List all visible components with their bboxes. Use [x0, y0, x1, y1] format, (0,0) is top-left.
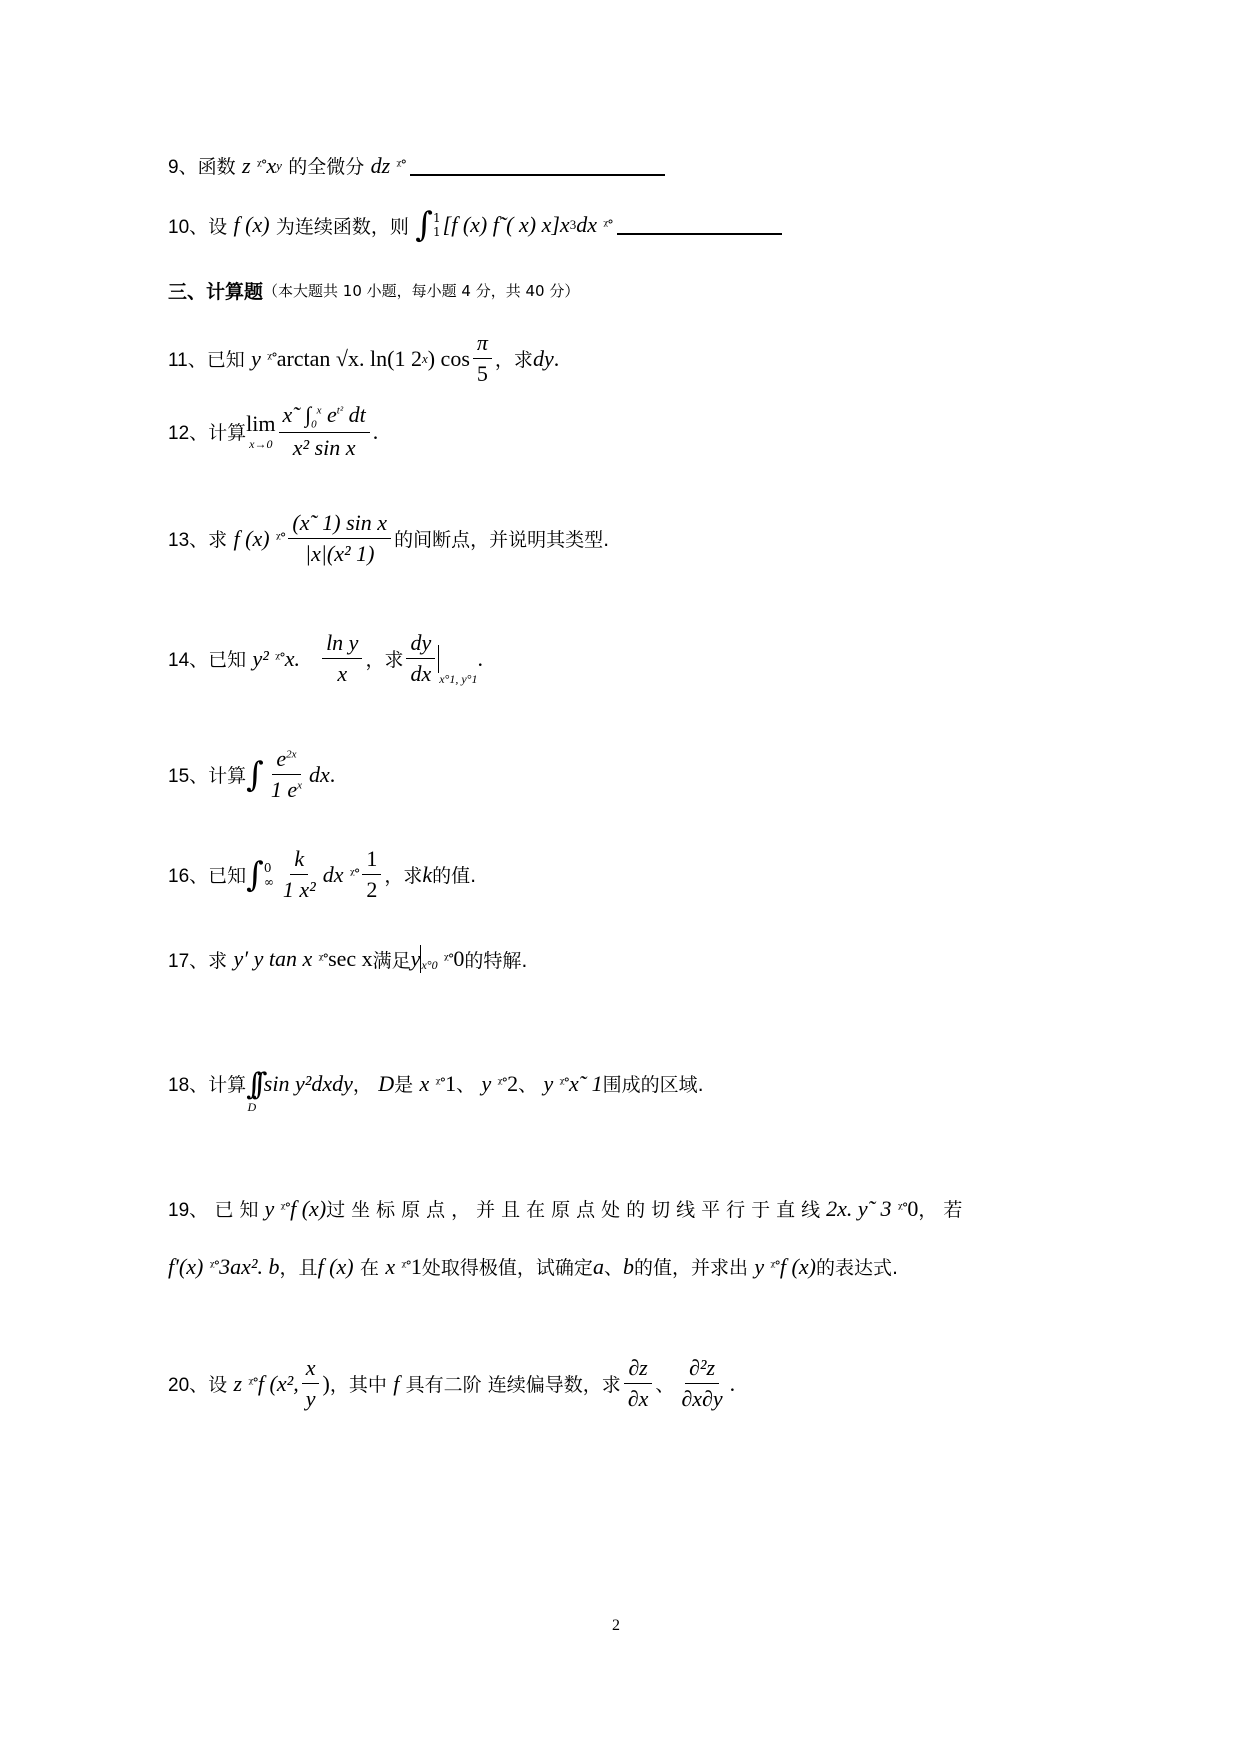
- math-number: 0: [453, 946, 465, 971]
- question-text: 已知: [214, 1199, 265, 1221]
- math-exponent: y: [276, 157, 282, 173]
- symbol-glyph: ᵡ°: [603, 217, 613, 233]
- denominator: ∂x∂y: [681, 1386, 723, 1411]
- question-13: [168, 510, 609, 567]
- numerator: k: [290, 846, 308, 875]
- math-number: 0: [907, 1195, 919, 1221]
- double-integral: [246, 1067, 258, 1115]
- symbol-glyph: ᵡ°: [435, 1076, 446, 1091]
- symbol-glyph: ᵡ°: [256, 158, 267, 173]
- integral-sign: ∫: [246, 754, 264, 795]
- integral-sign: ∫: [415, 205, 433, 245]
- separator: 、: [655, 1374, 675, 1396]
- punctuation: .: [477, 645, 483, 671]
- math-number: 1: [445, 1070, 457, 1096]
- symbol-glyph: ᵡ°: [770, 1259, 780, 1274]
- question-text: ，: [352, 1074, 372, 1096]
- integral-limits: [433, 211, 441, 239]
- limit-operator: [246, 411, 275, 452]
- numerator: ∂²z: [685, 1355, 719, 1384]
- question-10: [168, 205, 782, 245]
- math-expr: f (x): [779, 1253, 816, 1279]
- question-16: [168, 846, 476, 903]
- question-text: 的值.: [432, 865, 477, 887]
- evaluation-condition: x°1, y°1: [439, 672, 478, 686]
- lower-limit: 1: [433, 225, 441, 239]
- fraction: [362, 846, 381, 903]
- separator: 、: [603, 1257, 623, 1279]
- exp-power: x: [297, 779, 303, 792]
- numerator: ln y: [322, 630, 362, 659]
- question-text: 的特解.: [464, 949, 528, 972]
- math-var: dx: [309, 761, 330, 787]
- fraction: [322, 630, 362, 687]
- question-text: 满足: [372, 949, 411, 972]
- question-text: ，求: [494, 349, 533, 371]
- question-text: 的间断点，并说明其类型.: [394, 529, 610, 551]
- symbol-glyph: ᵡ°: [396, 158, 407, 173]
- punctuation: .: [329, 761, 336, 787]
- question-9: [168, 152, 665, 179]
- denominator: x: [337, 661, 348, 686]
- evaluation-condition: x°0: [421, 958, 438, 972]
- math-var: y: [754, 1253, 765, 1279]
- numerator: (x˜ 1) sin x: [288, 510, 391, 539]
- upper-limit: x: [316, 404, 322, 417]
- question-14: [168, 630, 483, 687]
- math-var: f: [393, 1370, 400, 1396]
- math-var: dy: [532, 345, 554, 371]
- question-15: [168, 746, 335, 803]
- question-text: 计算: [208, 765, 247, 787]
- symbol-glyph: ᵡ°: [267, 351, 277, 366]
- denominator: dx: [410, 661, 432, 686]
- section-3-heading: [168, 277, 579, 304]
- symbol-glyph: ᵡ°: [209, 1259, 220, 1274]
- question-text: 计算: [208, 422, 247, 445]
- question-text: 处取得极值，试确定: [421, 1257, 593, 1279]
- question-20: [168, 1355, 735, 1412]
- denominator: [267, 775, 306, 803]
- question-text: 围成的区域.: [602, 1074, 704, 1096]
- math-var: y: [481, 1070, 492, 1096]
- math-expr: f (x²,: [257, 1370, 299, 1396]
- fraction: [267, 746, 306, 803]
- punctuation: .: [553, 345, 560, 371]
- numerator: ∂z: [624, 1355, 651, 1384]
- question-11: [168, 330, 559, 387]
- partial-derivative: [624, 1355, 653, 1412]
- math-var: x: [385, 1253, 396, 1279]
- math-expr: f (x): [290, 1195, 327, 1221]
- math-expr: sec x: [328, 946, 373, 971]
- math-expr: f (x): [317, 1253, 354, 1279]
- symbol-glyph: ᵡ°: [275, 531, 286, 546]
- symbol-glyph: ᵡ°: [897, 1201, 908, 1216]
- numerator: [279, 402, 370, 433]
- question-number: 17、: [168, 950, 209, 972]
- question-text: ，求: [384, 865, 423, 887]
- question-12: [168, 402, 378, 461]
- exp-base: e: [327, 402, 337, 427]
- question-text: ，其中: [329, 1374, 387, 1396]
- question-18: [168, 1052, 704, 1115]
- question-19-line-2: [168, 1253, 898, 1280]
- symbol-glyph: ᵡ°: [349, 867, 360, 882]
- math-var: y: [410, 946, 421, 971]
- math-var: y: [543, 1070, 554, 1096]
- math-var: a: [592, 1253, 604, 1279]
- lim-text: lim: [246, 411, 276, 437]
- question-number: 20、: [168, 1375, 209, 1396]
- question-number: 10、: [168, 216, 209, 238]
- question-text: 的全微分: [288, 156, 365, 178]
- math-exponent: 3: [569, 217, 577, 232]
- math-var: y: [264, 1195, 275, 1221]
- differential: dt: [343, 402, 366, 427]
- math-expr: f (x): [233, 525, 270, 551]
- question-text: 为连续函数，则: [275, 215, 409, 238]
- math-number: 1: [410, 1253, 422, 1279]
- exp-base: e: [276, 746, 287, 771]
- evaluation-bar: [438, 645, 439, 673]
- math-expr: f′(x): [168, 1253, 204, 1279]
- denominator: x² sin x: [292, 435, 356, 461]
- denominator: 2: [366, 877, 378, 902]
- question-text: 求: [208, 949, 228, 972]
- integral-domain: D: [247, 1100, 257, 1114]
- question-17: [168, 945, 527, 973]
- math-var: dz: [370, 152, 391, 178]
- question-number: 13、: [168, 530, 209, 551]
- question-text: 设: [208, 1374, 228, 1396]
- symbol-glyph: ᵡ°: [497, 1076, 508, 1091]
- numerator: 1: [362, 846, 381, 875]
- question-text: 已知: [208, 649, 247, 671]
- math-var: z: [233, 1370, 243, 1396]
- question-text: 过坐标原点，并且在原点处的切线平行于直线: [326, 1199, 827, 1221]
- question-text: 已知: [208, 865, 247, 887]
- fraction: [473, 330, 492, 387]
- symbol-glyph: ᵡ°: [248, 1376, 258, 1391]
- denominator: 5: [476, 361, 488, 386]
- question-number: 9、: [168, 157, 198, 178]
- symbol-glyph: ᵡ°: [318, 951, 329, 967]
- lim-subscript: x→0: [249, 437, 273, 452]
- math-expr: y′ y tan x: [233, 946, 313, 971]
- section-note: （本大题共 10 小题，每小题 4 分，共 40 分）: [263, 282, 580, 300]
- derivative-fraction: [406, 630, 435, 687]
- math-var: y: [251, 345, 261, 371]
- numerator: [272, 746, 300, 775]
- denominator: |x|(x² 1): [305, 541, 375, 566]
- math-expr: y²: [252, 645, 269, 671]
- question-text: 计算: [208, 1074, 247, 1096]
- math-expr: 2x. y˜ 3: [826, 1195, 892, 1221]
- question-number: 15、: [168, 766, 209, 787]
- question-number: 18、: [168, 1075, 209, 1096]
- math-var: b: [622, 1253, 634, 1279]
- numerator: x: [302, 1355, 320, 1384]
- symbol-glyph: ᵡ°: [275, 651, 285, 666]
- question-text: ，且: [279, 1257, 318, 1279]
- math-paren: ): [322, 1370, 330, 1396]
- lower-limit: ∞: [263, 874, 274, 889]
- separator: 、: [518, 1074, 538, 1096]
- question-text: 具有二阶 连续偏导数，求: [405, 1374, 621, 1396]
- question-text: 的值，并求出: [633, 1257, 748, 1279]
- integral-limits: [264, 861, 274, 889]
- math-expr: x˜ 1: [569, 1070, 603, 1096]
- exp-power: t²: [336, 404, 344, 417]
- question-number: 11、: [168, 350, 207, 371]
- answer-blank[interactable]: [617, 215, 782, 235]
- math-var: k: [422, 861, 433, 887]
- question-text: 设: [208, 215, 228, 238]
- exp-power: 2x: [286, 748, 297, 761]
- question-text: ，求: [365, 649, 404, 671]
- question-text: 求: [208, 529, 228, 551]
- math-exponent: x: [421, 350, 428, 366]
- question-text: 是: [394, 1074, 414, 1096]
- math-var: z: [241, 152, 251, 178]
- lower-limit: 0: [311, 418, 317, 431]
- punctuation: .: [372, 418, 379, 444]
- question-number: 19、: [168, 1200, 209, 1221]
- fraction: [279, 846, 320, 903]
- page-number: 2: [612, 1617, 620, 1634]
- question-text: 已知: [206, 349, 245, 371]
- math-expr: f (x): [233, 212, 270, 237]
- upper-limit: 0: [263, 860, 272, 875]
- question-number: 12、: [168, 423, 209, 445]
- fraction: [302, 1355, 320, 1412]
- question-text: 函数: [197, 156, 236, 178]
- question-text: 的表达式.: [815, 1257, 898, 1279]
- punctuation: .: [729, 1370, 736, 1396]
- fraction: [288, 510, 391, 567]
- math-expr: arctan √x. ln(1 2: [276, 345, 422, 371]
- fraction: [279, 402, 370, 461]
- upper-limit: 1: [433, 211, 441, 225]
- math-var: dx: [576, 212, 597, 237]
- separator: 、: [456, 1074, 476, 1096]
- question-number: 16、: [168, 866, 209, 887]
- math-var: dx: [322, 861, 344, 887]
- question-19-line-1: [168, 1195, 968, 1222]
- integral-sign: ∫∫: [246, 1067, 258, 1102]
- question-text: 在: [359, 1257, 379, 1279]
- numerator-text: x˜ ∫: [282, 402, 312, 427]
- section-title: 三、计算题: [168, 281, 264, 303]
- math-expr: 3ax². b: [219, 1253, 280, 1279]
- math-number: 2: [507, 1070, 519, 1096]
- symbol-glyph: ᵡ°: [401, 1259, 411, 1274]
- numerator: dy: [406, 630, 435, 659]
- question-number: 14、: [168, 650, 209, 671]
- symbol-glyph: ᵡ°: [559, 1076, 570, 1091]
- math-var: x.: [284, 645, 300, 671]
- question-text: ，若: [918, 1199, 969, 1221]
- math-var: x: [266, 152, 277, 178]
- integral-sign: ∫: [246, 854, 264, 895]
- math-var: x: [419, 1070, 430, 1096]
- symbol-glyph: ᵡ°: [443, 951, 454, 967]
- numerator: π: [473, 330, 492, 359]
- partial-derivative: [677, 1355, 726, 1412]
- denominator: ∂x: [627, 1386, 649, 1411]
- answer-blank[interactable]: [410, 156, 665, 176]
- math-expr: [f (x) f˜( x) x]x: [442, 212, 570, 237]
- symbol-glyph: ᵡ°: [280, 1201, 291, 1216]
- math-expr: ) cos: [427, 345, 470, 371]
- denominator: y: [305, 1386, 316, 1411]
- math-expr: sin y²dxdy: [263, 1070, 353, 1096]
- denominator: 1 x²: [282, 877, 316, 902]
- math-var: D: [378, 1070, 395, 1096]
- denominator-text: 1 e: [270, 777, 298, 802]
